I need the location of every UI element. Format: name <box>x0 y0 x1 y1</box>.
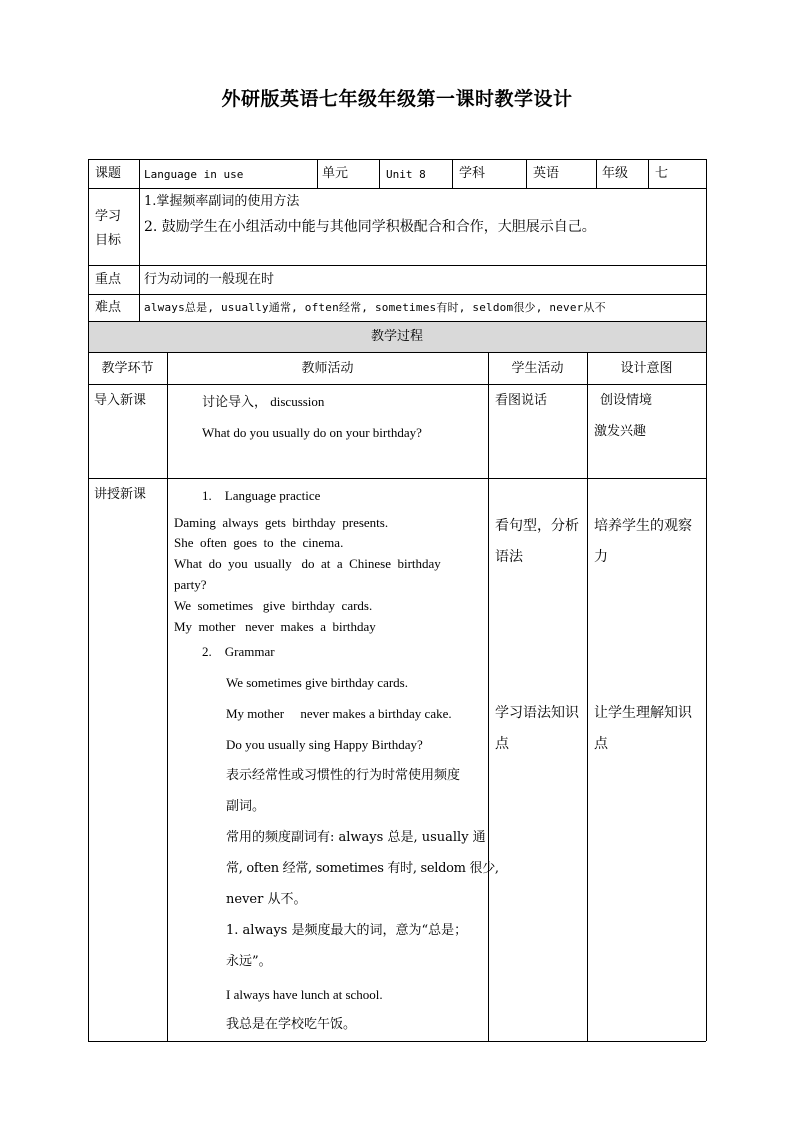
practice-line-2: She often goes to the cinema. <box>174 535 344 550</box>
grammar-line-9: 1. always 是频度最大的词，意为“总是； <box>226 923 468 938</box>
student-activity-2-line1: 学习语法知识 <box>495 705 579 721</box>
goals-label-line1: 学习 <box>95 209 122 224</box>
column-stage-header: 教学环节 <box>101 361 154 376</box>
subject-label: 学科 <box>459 166 486 181</box>
subject-value: 英语 <box>533 166 560 181</box>
grammar-line-4: 表示经常性或习惯性的行为时常使用频度 <box>226 768 461 783</box>
intro-intent-line1: 创设情境 <box>600 393 653 408</box>
practice-line-3: What do you usually do at a Chinese birthday <box>174 556 441 571</box>
difficulty-value: always总是, usually通常, often经常, sometimes有时, seldom很少, never从不 <box>144 301 606 314</box>
intro-teacher-line1: 讨论导入， discussion <box>202 394 325 409</box>
grammar-line-8: never 从不。 <box>226 892 307 907</box>
page-title: 外研版英语七年级年级第一课时教学设计 <box>221 88 573 110</box>
intro-stage: 导入新课 <box>94 393 147 408</box>
grammar-line-10: 永远”。 <box>226 954 272 969</box>
grammar-line-5: 副词。 <box>226 799 266 814</box>
student-activity-1-line2: 语法 <box>495 549 523 565</box>
column-student-header: 学生活动 <box>511 361 564 376</box>
grammar-line-12: 我总是在学校吃午饭。 <box>226 1017 357 1032</box>
section2-title: 2. Grammar <box>202 644 275 659</box>
grammar-line-1: We sometimes give birthday cards. <box>226 675 408 690</box>
unit-label: 单元 <box>322 166 349 181</box>
goal-item-2: 2. 鼓励学生在小组活动中能与其他同学积极配合和合作，大胆展示自己。 <box>144 219 596 235</box>
practice-line-6: My mother never makes a birthday <box>174 619 376 634</box>
grade-value: 七 <box>655 166 669 181</box>
intent-2-line1: 让学生理解知识 <box>594 705 692 721</box>
lesson-label: 课题 <box>95 166 122 181</box>
grammar-line-11: I always have lunch at school. <box>226 987 383 1002</box>
intro-student: 看图说话 <box>495 393 548 408</box>
column-intent-header: 设计意图 <box>620 361 673 376</box>
student-activity-2-line2: 点 <box>495 736 509 752</box>
grammar-line-3: Do you usually sing Happy Birthday? <box>226 737 423 752</box>
grammar-line-7: 常, often 经常, sometimes 有时, seldom 很少, <box>226 861 499 876</box>
grammar-line-6: 常用的频度副词有: always 总是, usually 通 <box>226 830 486 845</box>
section1-title: 1. Language practice <box>202 488 321 503</box>
key-point-value: 行为动词的一般现在时 <box>144 272 275 287</box>
intent-1-line1: 培养学生的观察 <box>594 518 692 534</box>
practice-line-4: party? <box>174 577 207 592</box>
key-point-label: 重点 <box>95 272 122 287</box>
intro-teacher-line2: What do you usually do on your birthday? <box>202 425 422 440</box>
goal-item-1: 1.掌握频率副词的使用方法 <box>144 194 300 209</box>
student-activity-1-line1: 看句型，分析 <box>495 518 579 534</box>
grammar-line-2: My mother never makes a birthday cake. <box>226 706 452 721</box>
process-header: 教学过程 <box>370 329 423 344</box>
lesson-value: Language in use <box>144 168 244 181</box>
intent-1-line2: 力 <box>594 549 608 565</box>
unit-value: Unit 8 <box>386 168 426 181</box>
practice-line-5: We sometimes give birthday cards. <box>174 598 373 613</box>
column-teacher-header: 教师活动 <box>301 361 354 376</box>
practice-line-1: Daming always gets birthday presents. <box>174 515 389 530</box>
difficulty-label: 难点 <box>95 300 122 315</box>
intent-2-line2: 点 <box>594 736 608 752</box>
teaching-stage: 讲授新课 <box>94 487 147 502</box>
goals-label-line2: 目标 <box>95 233 122 248</box>
grade-label: 年级 <box>602 166 629 181</box>
intro-intent-line2: 激发兴趣 <box>594 424 647 439</box>
